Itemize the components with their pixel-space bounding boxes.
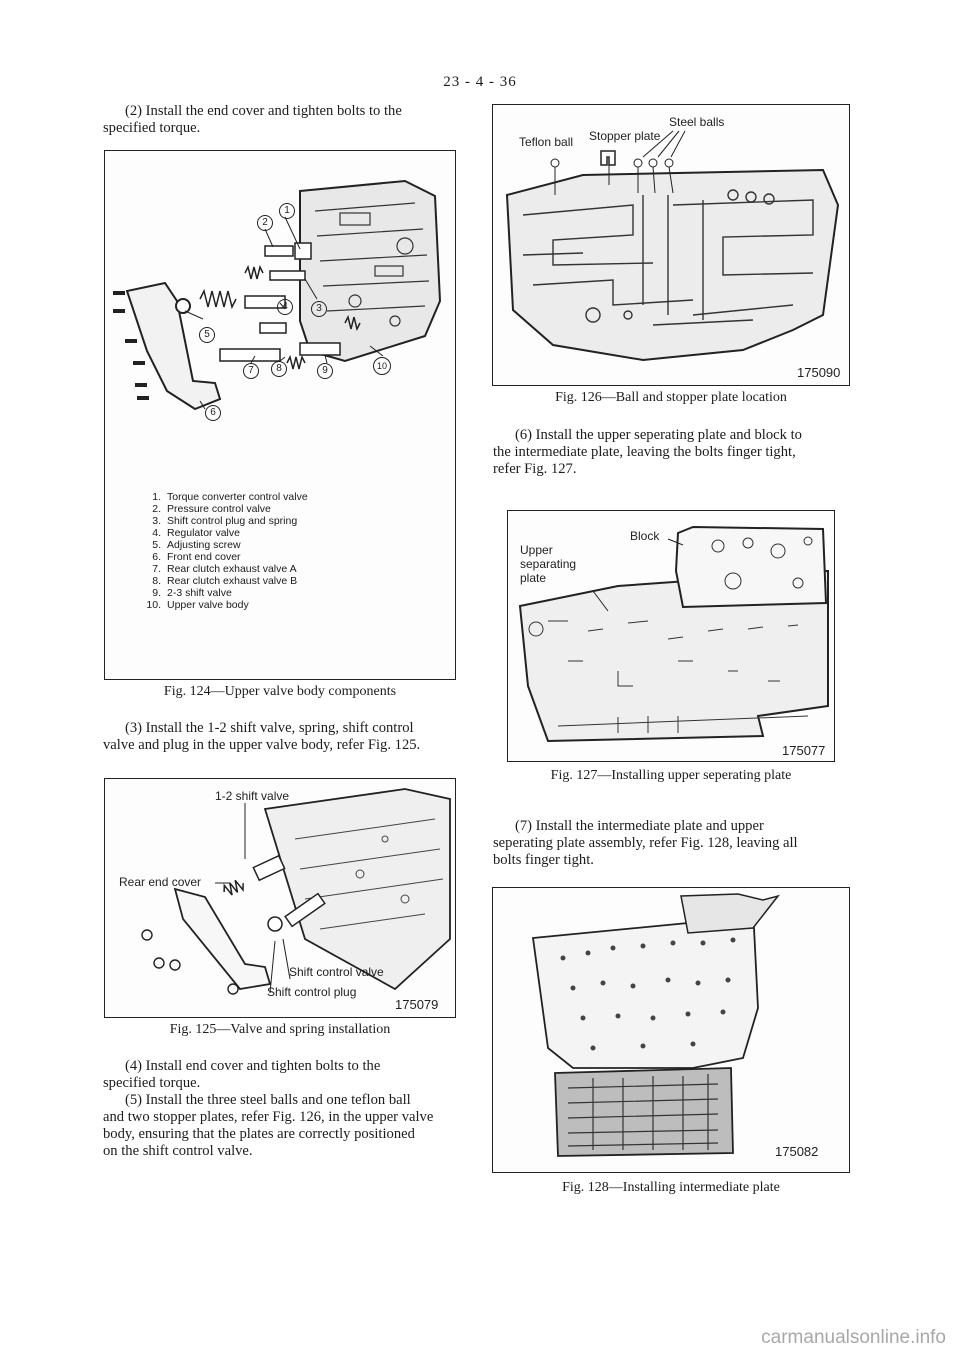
label-shift-control-plug: Shift control plug (267, 985, 357, 999)
page-number: 23 - 4 - 36 (443, 74, 517, 90)
label-1-2-shift-valve: 1-2 shift valve (215, 789, 290, 803)
figure-125-id: 175079 (395, 997, 439, 1012)
label-separating: separating (520, 557, 577, 571)
step-5-text: (5) Install the three steel balls and one teflon ball and two stopper plates, refer Fig. 126, in the upper valve body, ensuring that the plates are correctly positioned on the shift control valve. (103, 1092, 434, 1159)
callout-8: 8 (271, 361, 287, 377)
callout-10: 10 (373, 357, 391, 375)
legend-item: 7. Rear clutch exhaust valve A (152, 563, 297, 575)
figure-124-caption: Fig. 124—Upper valve body components (163, 684, 397, 699)
figure-124-legend (143, 491, 308, 611)
legend-item: 5. Adjusting screw (152, 539, 241, 551)
label-rear-end-cover: Rear end cover (119, 875, 202, 889)
figure-125-caption: Fig. 125—Valve and spring installation (169, 1022, 391, 1037)
figure-127 (507, 510, 835, 762)
valve-and-spring-illustration (105, 779, 456, 1018)
legend-item: 8. Rear clutch exhaust valve B (152, 575, 298, 587)
label-teflon-ball: Teflon ball (519, 135, 574, 149)
step-6-text: (6) Install the upper seperating plate and block to the intermediate plate, leaving the bolts finger tight, refer Fig. 127. (493, 427, 802, 477)
callout-5: 5 (199, 327, 215, 343)
figure-126-id: 175090 (797, 365, 841, 380)
callout-7: 7 (243, 363, 259, 379)
upper-separating-plate-illustration (508, 511, 835, 762)
label-stopper-plate: Stopper plate (589, 129, 661, 143)
callout-9: 9 (317, 363, 333, 379)
step-4-text: (4) Install end cover and tighten bolts to the specified torque. (103, 1058, 381, 1091)
label-steel-balls: Steel balls (669, 115, 725, 129)
figure-128-id: 175082 (775, 1144, 819, 1159)
callout-4: 4 (277, 299, 293, 315)
intermediate-plate-illustration (493, 888, 850, 1173)
callout-2: 2 (257, 215, 273, 231)
figure-125 (104, 778, 456, 1018)
callout-3: 3 (311, 301, 327, 317)
label-upper: Upper (520, 543, 553, 557)
step-2-text: (2) Install the end cover and tighten bolts to the specified torque. (103, 103, 402, 136)
callout-6: 6 (205, 405, 221, 421)
legend-item: 3. Shift control plug and spring (152, 515, 298, 527)
label-shift-control-valve: Shift control valve (289, 965, 384, 979)
legend-item: 6. Front end cover (152, 551, 241, 563)
legend-item: 9. 2-3 shift valve (152, 587, 232, 599)
legend-item: 2. Pressure control valve (152, 503, 271, 515)
figure-128-caption: Fig. 128—Installing intermediate plate (562, 1180, 780, 1195)
legend-item: 4. Regulator valve (152, 527, 240, 539)
figure-126 (492, 104, 850, 386)
figure-126-caption: Fig. 126—Ball and stopper plate location (555, 390, 787, 405)
callout-1: 1 (279, 203, 295, 219)
figure-127-caption: Fig. 127—Installing upper seperating plate (550, 768, 792, 783)
label-block: Block (630, 529, 660, 543)
figure-124 (104, 150, 456, 680)
watermark: carmanualsonline.info (761, 1327, 946, 1348)
figure-128 (492, 887, 850, 1173)
step-3-text: (3) Install the 1-2 shift valve, spring, shift control valve and plug in the upper valve body, refer Fig. 125. (103, 720, 421, 753)
legend-item: 1. Torque converter control valve (152, 491, 308, 503)
figure-127-id: 175077 (782, 743, 826, 758)
label-plate: plate (520, 571, 547, 585)
step-7-text: (7) Install the intermediate plate and upper seperating plate assembly, refer Fig. 128, leaving all bolts finger tight. (493, 818, 798, 868)
legend-item: 10. Upper valve body (146, 599, 249, 611)
